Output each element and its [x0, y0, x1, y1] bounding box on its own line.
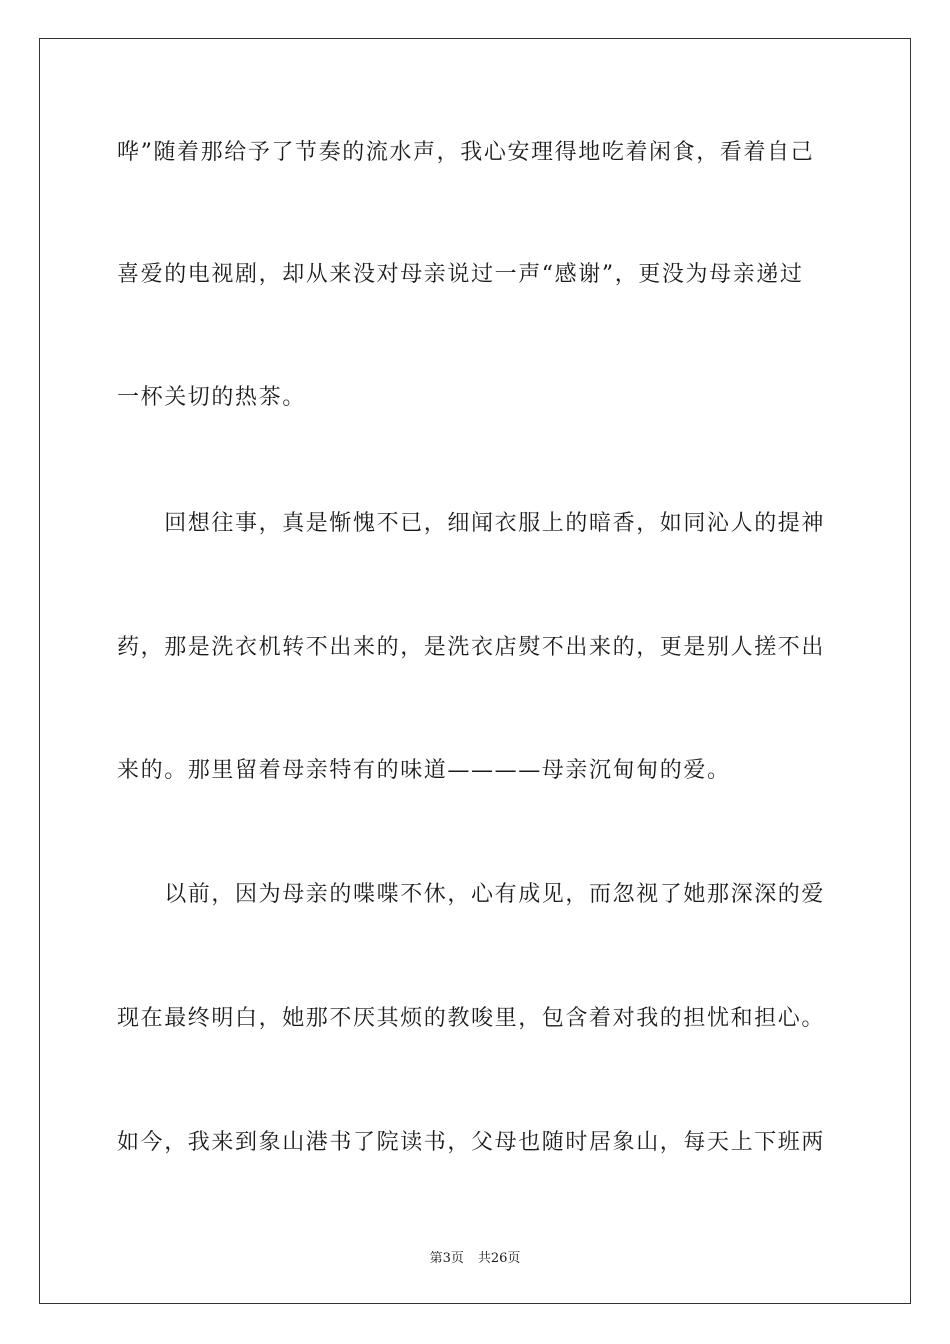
page-number: 第3页	[429, 1251, 464, 1266]
text-line: 如今，我来到象山港书了院读书，父母也随时居象山，每天上下班两	[117, 1130, 826, 1155]
text-line: 回想往事，真是惭愧不已，细闻衣服上的暗香，如同沁人的提神	[117, 511, 826, 536]
page-total: 共26页	[477, 1251, 521, 1266]
page-footer	[0, 1247, 950, 1266]
text-line: 以前，因为母亲的喋喋不休，心有成见，而忽视了她那深深的爱	[117, 882, 826, 907]
text-line: 喜爱的电视剧，却从来没对母亲说过一声“感谢”，更没为母亲递过	[117, 262, 804, 287]
text-line: 现在最终明白，她那不厌其烦的教唆里，包含着对我的担忧和担心。	[117, 1006, 826, 1031]
text-line: 一杯关切的热茶。	[117, 385, 306, 410]
page-border	[39, 38, 911, 1304]
text-line: 药，那是洗衣机转不出来的，是洗衣店熨不出来的，更是别人搓不出	[117, 635, 826, 660]
text-line: 哗”随着那给予了节奏的流水声，我心安理得地吃着闲食，看着自己	[117, 140, 815, 165]
text-line: 来的。那里留着母亲特有的味道————母亲沉甸甸的爱。	[117, 758, 731, 783]
